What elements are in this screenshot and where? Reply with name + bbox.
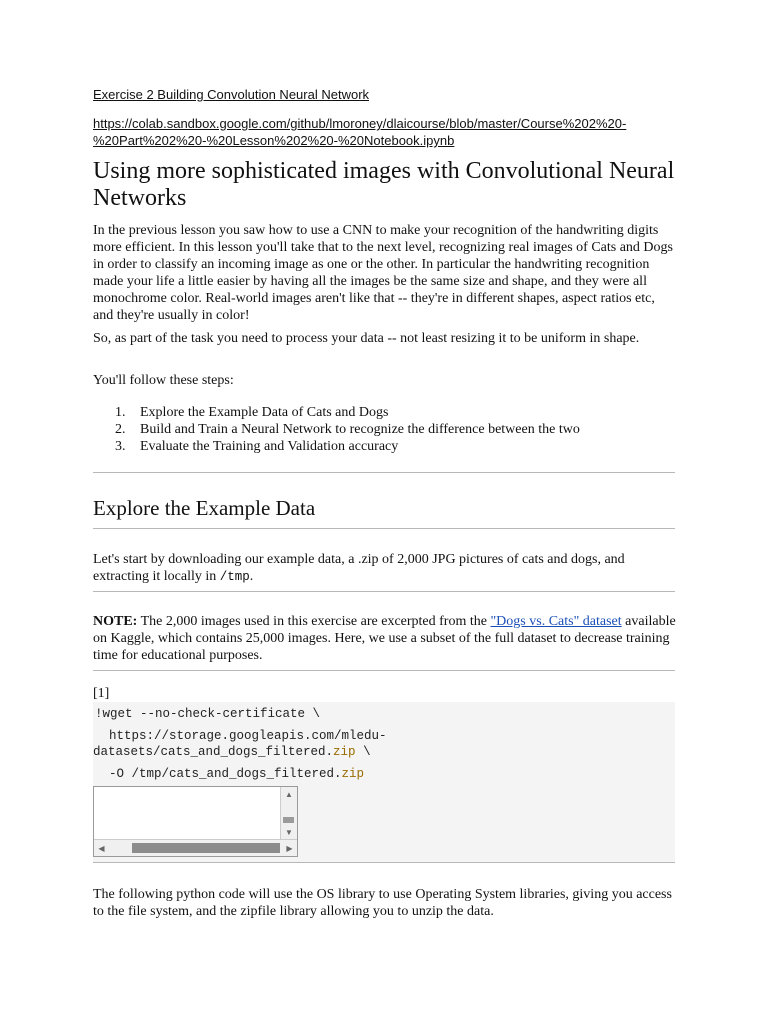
- steps-list: [93, 404, 580, 455]
- divider: [93, 670, 675, 671]
- divider: [93, 528, 675, 529]
- main-heading: Using more sophisticated images with Convolutional Neural Networks: [93, 158, 675, 211]
- horizontal-scroll-thumb[interactable]: [132, 843, 280, 853]
- vertical-scroll-thumb[interactable]: [283, 817, 294, 823]
- colab-url-line1: https://colab.sandbox.google.com/github/lmoroney/dlaicourse/blob/master/Course%202%20-: [93, 116, 627, 131]
- code-line-1: !wget --no-check-certificate \: [95, 707, 321, 721]
- scroll-left-icon[interactable]: ◀: [98, 843, 105, 853]
- os-library-paragraph: The following python code will use the OS library to use Operating System libraries, giving you access to the file system, and the zipfile library allowing you to unzip the data.: [93, 887, 672, 919]
- list-item: 2. Build and Train a Neural Network to recognize the difference between the two: [115, 422, 580, 437]
- note-paragraph: NOTE: The 2,000 images used in this exercise are excerpted from the "Dogs vs. Cats" dataset available on Kaggle, which contains 25,000 images. Here, we use a subset of the full dataset to decrease training time for educational purposes.: [93, 614, 676, 663]
- scroll-down-icon[interactable]: ▼: [285, 828, 293, 837]
- list-item: 3. Evaluate the Training and Validation accuracy: [115, 439, 399, 454]
- list-item: 1. Explore the Example Data of Cats and Dogs: [115, 405, 389, 420]
- cell-execution-label: [1]: [93, 686, 110, 701]
- dataset-link[interactable]: "Dogs vs. Cats" dataset: [490, 614, 622, 629]
- exercise-title: Exercise 2 Building Convolution Neural Network: [93, 87, 370, 102]
- intro-paragraph: In the previous lesson you saw how to use a CNN to make your recognition of the handwriting digits more efficient. In this lesson you'll take that to the next level, recognizing real images of Cats and Dogs in order to classify an incoming image as one or the other. In particular the handwriting recognition made your life a little easier by having all the images be the same size and shape, and they were all monochrome color. Real-world images aren't like that -- they're in different shapes, aspect ratios etc, and they're usually in color!: [93, 223, 673, 323]
- divider: [93, 591, 675, 592]
- note-label: NOTE:: [93, 614, 138, 629]
- task-paragraph: So, as part of the task you need to process your data -- not least resizing it to be uniform in shape.: [93, 331, 640, 346]
- divider: [93, 862, 675, 863]
- colab-url-line2: %20Part%202%20-%20Lesson%202%20-%20Notebook.ipynb: [93, 133, 455, 148]
- vertical-scrollbar[interactable]: [280, 787, 297, 840]
- divider: [93, 472, 675, 473]
- scroll-right-icon[interactable]: ▶: [286, 843, 293, 853]
- output-box[interactable]: [93, 786, 298, 857]
- scroll-up-icon[interactable]: ▲: [285, 790, 293, 799]
- code-line-2: https://storage.googleapis.com/mledu-: [109, 729, 387, 743]
- horizontal-scrollbar[interactable]: [94, 839, 297, 856]
- steps-intro: You'll follow these steps:: [93, 373, 234, 388]
- code-line-4: -O /tmp/cats_and_dogs_filtered.zip: [109, 767, 365, 781]
- code-line-3: datasets/cats_and_dogs_filtered.zip \: [93, 745, 371, 759]
- section-heading: Explore the Example Data: [93, 496, 316, 520]
- inline-code: /tmp: [219, 570, 250, 584]
- download-paragraph: Let's start by downloading our example data, a .zip of 2,000 JPG pictures of cats and dogs, and extracting it locally in /tmp.: [93, 552, 625, 584]
- colab-url-link[interactable]: [93, 115, 653, 149]
